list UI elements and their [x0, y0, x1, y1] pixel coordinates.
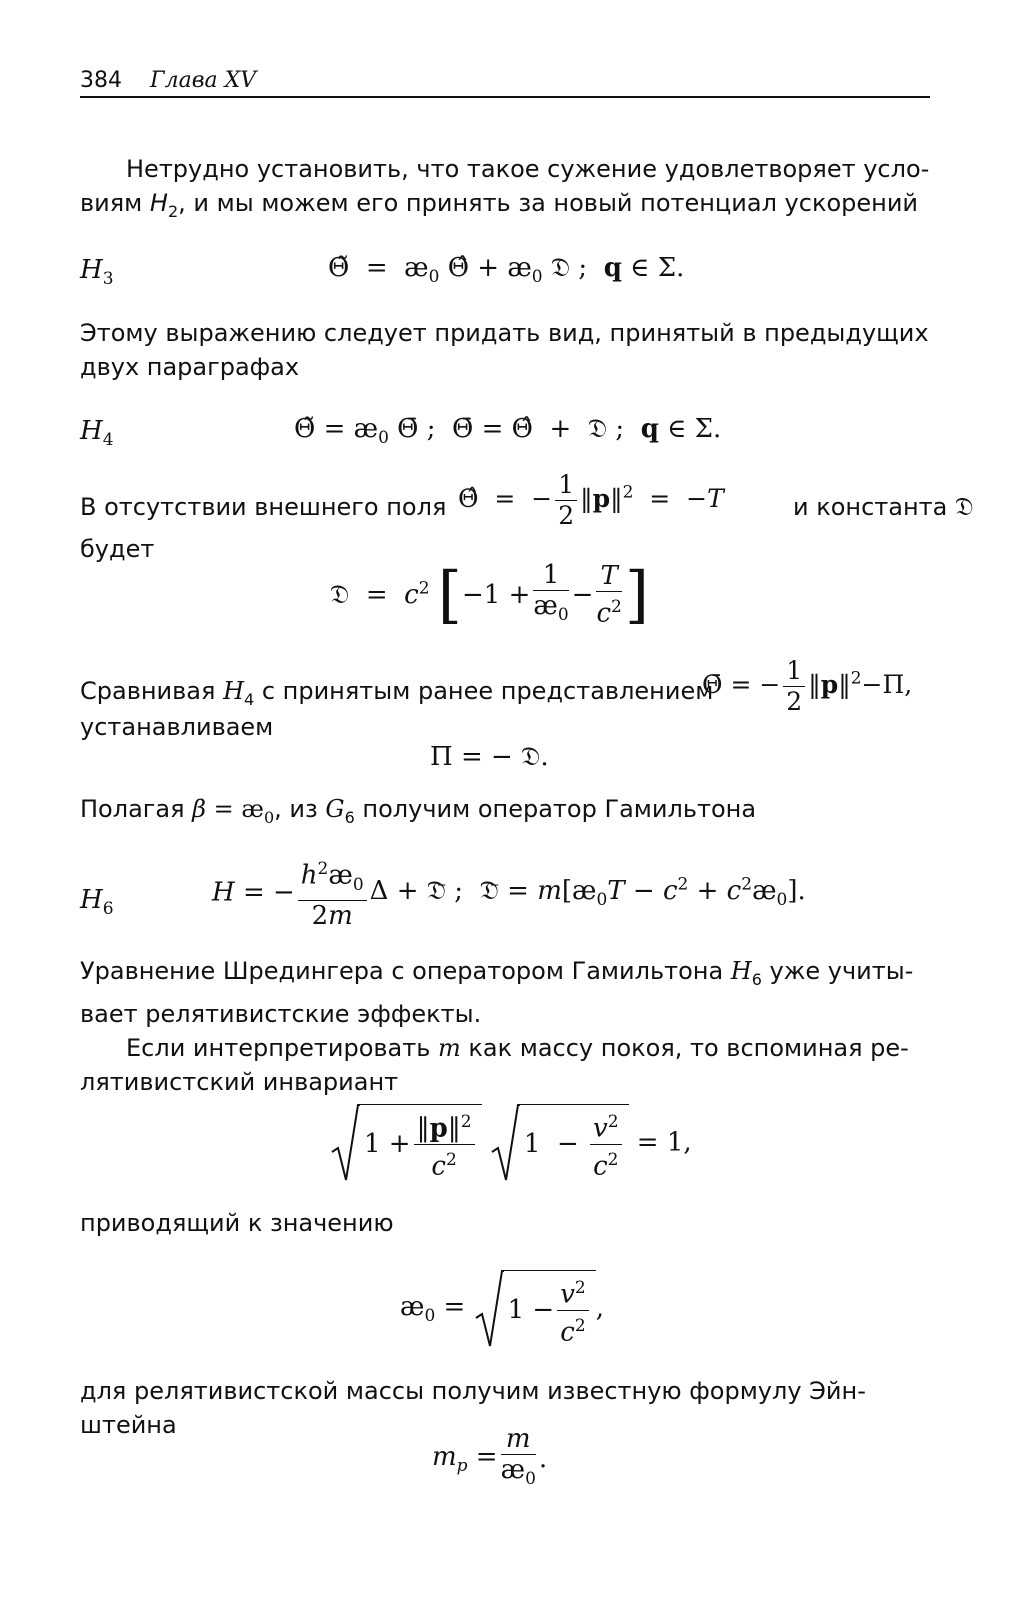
para1-line2: виям $H_2$, и мы можем его принять за новый потенциал ускорений: [80, 189, 919, 221]
para7-line2: лятивистский инвариант: [80, 1067, 399, 1096]
para6-line2: вает релятивистские эффекты.: [80, 999, 482, 1028]
para4-line2: устанавливаем: [80, 713, 274, 741]
para3-line2: будет: [80, 535, 155, 563]
para5-line1: Полагая $\beta = æ_0$, из $G_6$ получим оператор Гамильтона: [80, 795, 757, 827]
para2-line2: двух параграфах: [80, 353, 300, 381]
para4-line1: Сравнивая $H_4$ с принятым ранее представлением: [80, 677, 714, 709]
equation-hamiltonian: H = − $\frac{h^2æ_0}{2m}$ Δ + 𝔇̄ ; 𝔇̄ = $m[æ_0T - c^2$ + $c^2æ_0$].: [212, 854, 806, 931]
paragraph-4: [80, 656, 930, 742]
para2-line1: Этому выражению следует придать вид, принятый в предыдущих: [80, 319, 929, 347]
inline-eq-theta-bar: Θ̄ = − $\frac{1}{2}$ ‖p‖$^2$−Π,: [702, 656, 913, 716]
para7-line1: Если интерпретировать m как массу покоя, то вспоминая ре-: [126, 1033, 909, 1062]
equation-h4: Θ̃ = $æ_0$ Θ̄ ; Θ̄ = Θ̂ + 𝔇 ; q ∈ Σ.: [294, 414, 722, 449]
para9-line2: штейна: [80, 1411, 177, 1439]
inline-eq-theta-hat: Θ̂ = − $\frac{1}{2}$ ‖p‖$^2$ = −T: [458, 470, 724, 530]
eq-label-h3: $H_3$: [80, 255, 114, 290]
equation-ae0: $æ_0$ = 1 − $\frac{v^2}{c^2}$ ,: [400, 1270, 604, 1347]
equation-pi: Π = − 𝔇.: [430, 742, 549, 772]
paragraph-6: [80, 954, 930, 1099]
para9-line1: для релятивистской массы получим известную формулу Эйн-: [80, 1377, 866, 1405]
chapter-title: Глава XV: [150, 68, 257, 93]
para1-line1: Нетрудно установить, что такое сужение удовлетворяет усло-: [126, 155, 930, 183]
equation-h3: Θ̃ = $æ_0$ Θ̂ + $æ_0$ 𝔇 ; q ∈ Σ.: [328, 253, 685, 288]
eq-label-h4: $H_4$: [80, 416, 114, 451]
para3-line1: В отсутствии внешнего поля: [80, 493, 447, 521]
paragraph-2: [80, 316, 930, 384]
para3-line1-tail: и константа 𝔇: [793, 492, 974, 521]
paragraph-8: [80, 1206, 930, 1240]
running-header: [80, 66, 930, 98]
page-number: 384: [80, 68, 122, 93]
paragraph-1: [80, 152, 930, 229]
paragraph-5: [80, 792, 930, 835]
para8-line1: приводящий к значению: [80, 1209, 394, 1237]
eq-label-h6: $H_6$: [80, 885, 114, 920]
equation-invariant: 1 + $\frac{‖p‖^2}{c^2}$ 1 − $\frac{v^2}{c^2}$ = 1,: [330, 1104, 692, 1181]
equation-relativistic-mass: $m_p$ = $\frac{m}{æ_0}$ .: [432, 1424, 548, 1490]
para6-line1: Уравнение Шредингера с оператором Гамильтона $H_6$ уже учиты-: [80, 957, 914, 989]
equation-d-constant: 𝔇 = $c^2$ [−1 + $\frac{1}{æ_0}$ − $\frac{T}{c^2}$ ]: [330, 558, 650, 632]
